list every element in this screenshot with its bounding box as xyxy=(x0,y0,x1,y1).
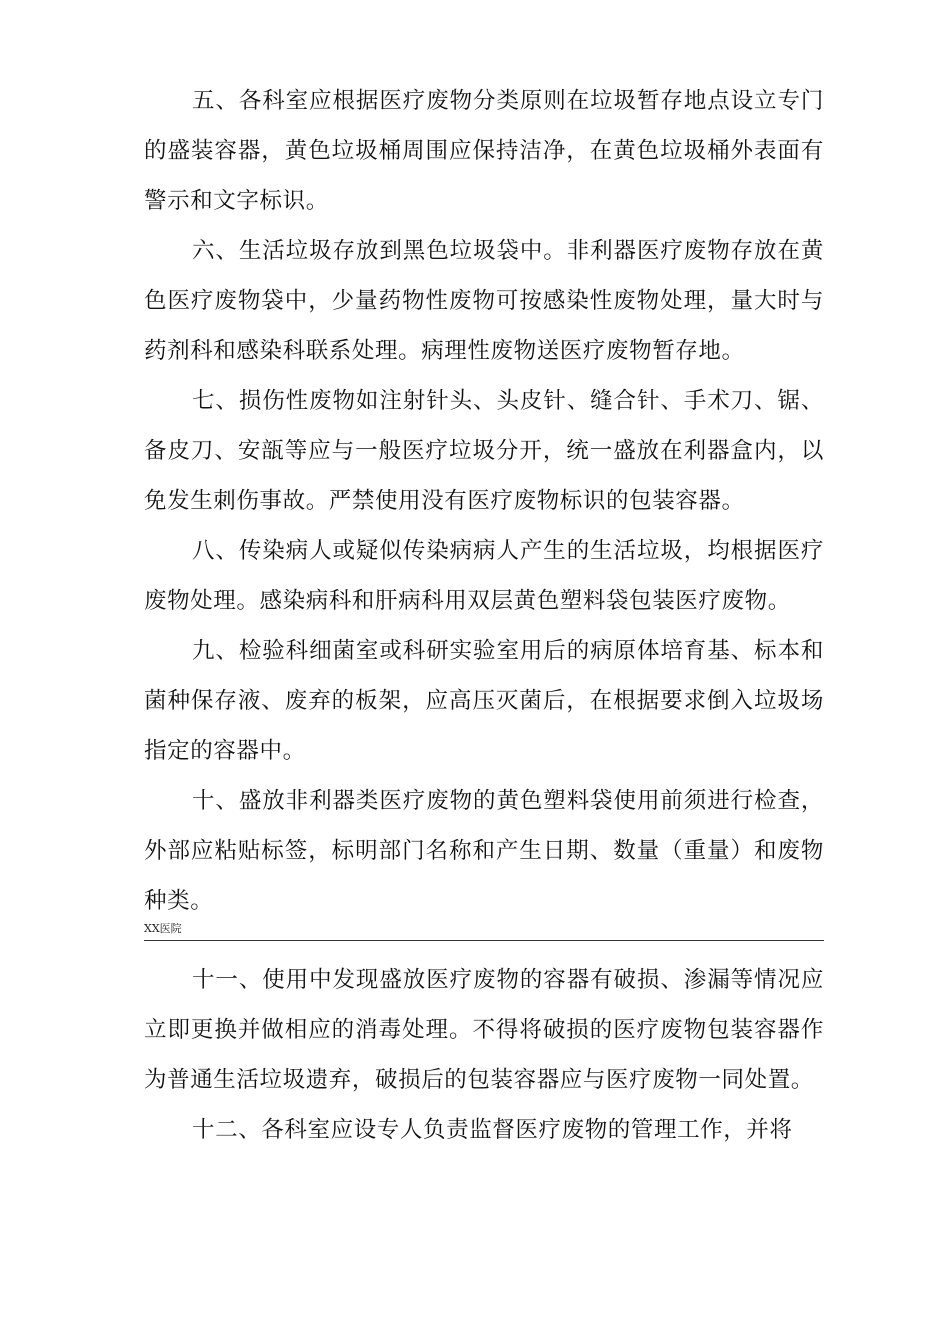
body-text-top xyxy=(144,76,824,926)
paragraph-item-6: 六、生活垃圾存放到黑色垃圾袋中。非利器医疗废物存放在黄色医疗废物袋中，少量药物性废物可按感染性废物处理，量大时与药剂科和感染科联系处理。病理性废物送医疗废物暂存地。 xyxy=(144,238,824,364)
paragraph-item-12: 十二、各科室应设专人负责监督医疗废物的管理工作，并将 xyxy=(192,1117,793,1143)
paragraph-item-11: 十一、使用中发现盛放医疗废物的容器有破损、渗漏等情况应立即更换并做相应的消毒处理。不得将破损的医疗废物包装容器作为普通生活垃圾遗弃，破损后的包装容器应与医疗废物一同处置。 xyxy=(144,967,824,1093)
page-footer xyxy=(144,920,824,941)
paragraph-item-9: 九、检验科细菌室或科研实验室用后的病原体培育基、标本和菌种保存液、废弃的板架，应高压灭菌后，在根据要求倒入垃圾场指定的容器中。 xyxy=(144,638,824,764)
paragraph-item-10: 十、盛放非利器类医疗废物的黄色塑料袋使用前须进行检查，外部应粘贴标签，标明部门名称和产生日期、数量（重量）和废物种类。 xyxy=(144,788,824,914)
footer-hospital-label: XX医院 xyxy=(144,922,182,935)
body-text-bottom xyxy=(144,955,824,1155)
paragraph-item-8: 八、传染病人或疑似传染病病人产生的生活垃圾，均根据医疗废物处理。感染病科和肝病科用双层黄色塑料袋包装医疗废物。 xyxy=(144,538,824,614)
paragraph-item-5: 五、各科室应根据医疗废物分类原则在垃圾暂存地点设立专门的盛装容器，黄色垃圾桶周围应保持洁净，在黄色垃圾桶外表面有警示和文字标识。 xyxy=(144,88,824,214)
paragraph-item-7: 七、损伤性废物如注射针头、头皮针、缝合针、手术刀、锯、备皮刀、安瓿等应与一般医疗垃圾分开，统一盛放在利器盒内，以免发生刺伤事故。严禁使用没有医疗废物标识的包装容器。 xyxy=(144,388,824,514)
